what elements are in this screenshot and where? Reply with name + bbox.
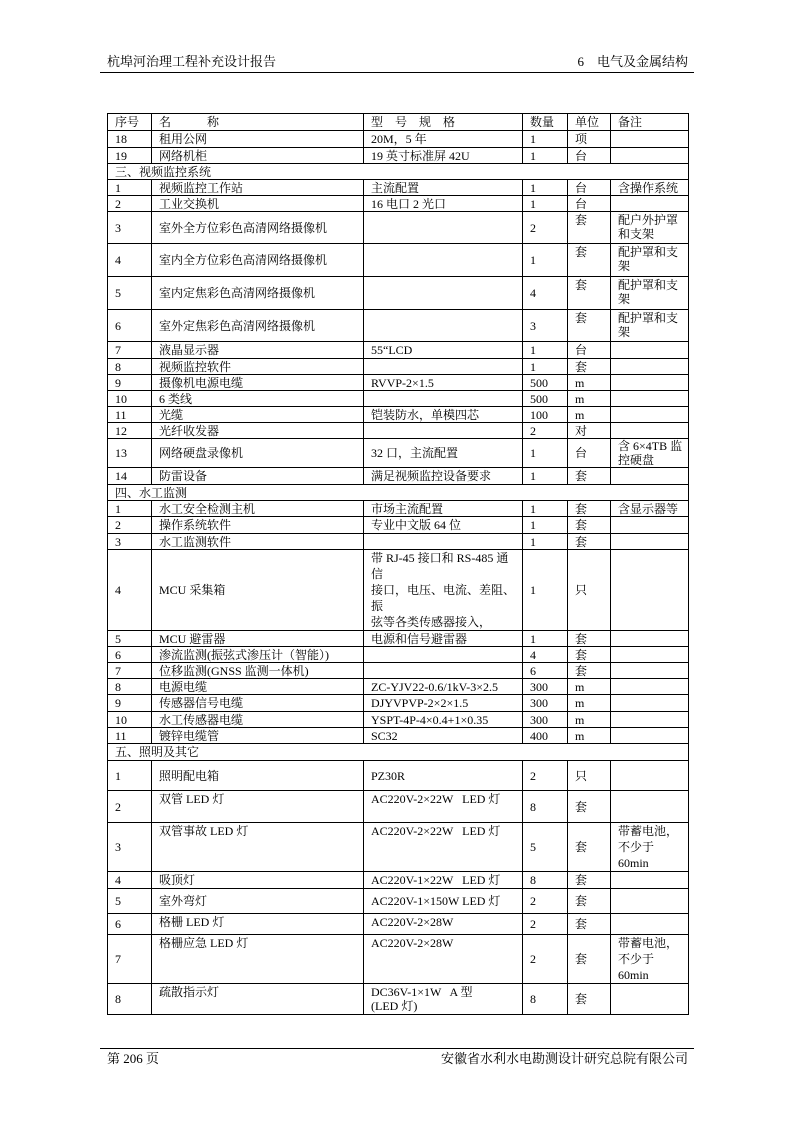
cell-note: 带蓄电池， 不少于 60min <box>611 935 689 984</box>
cell-no: 10 <box>108 391 152 407</box>
cell-spec: ZC-YJV22-0.6/1kV-3×2.5 <box>364 679 523 695</box>
cell-spec: AC220V-1×22W LED 灯 <box>364 872 523 889</box>
cell-no: 4 <box>108 550 152 631</box>
section-row <box>108 485 689 501</box>
cell-spec: 主流配置 <box>364 180 523 196</box>
header-title: 杭埠河治理工程补充设计报告 <box>107 54 277 69</box>
section-title: 四、水工监测 <box>108 485 689 501</box>
cell-spec: AC220V-1×150W LED 灯 <box>364 889 523 914</box>
cell-note <box>611 663 689 679</box>
table-row <box>108 468 689 485</box>
cell-unit: 套 <box>568 277 611 310</box>
cell-name: 液晶显示器 <box>152 342 364 359</box>
cell-unit: m <box>568 712 611 728</box>
cell-spec <box>364 391 523 407</box>
cell-unit: 套 <box>568 823 611 872</box>
cell-no: 6 <box>108 310 152 342</box>
cell-no: 6 <box>108 914 152 935</box>
cell-unit: m <box>568 695 611 712</box>
cell-spec <box>364 423 523 439</box>
cell-unit: 台 <box>568 148 611 164</box>
cell-unit: 只 <box>568 761 611 791</box>
cell-note: 含操作系统 <box>611 180 689 196</box>
cell-no: 2 <box>108 196 152 212</box>
cell-qty: 1 <box>523 359 568 375</box>
col-header-unit: 单位 <box>568 114 611 131</box>
cell-qty: 1 <box>523 244 568 277</box>
cell-spec: 20M，5 年 <box>364 131 523 148</box>
cell-note <box>611 359 689 375</box>
table-row <box>108 423 689 439</box>
cell-no: 6 <box>108 647 152 663</box>
cell-name: 照明配电箱 <box>152 761 364 791</box>
table-row <box>108 391 689 407</box>
table-row <box>108 550 689 631</box>
cell-note <box>611 631 689 647</box>
cell-name: 水工传感器电缆 <box>152 712 364 728</box>
cell-unit: 套 <box>568 310 611 342</box>
cell-name: 室内定焦彩色高清网络摄像机 <box>152 277 364 310</box>
cell-qty: 3 <box>523 310 568 342</box>
section-title: 五、照明及其它 <box>108 744 689 761</box>
cell-name: 水工监测软件 <box>152 534 364 550</box>
table-row <box>108 695 689 712</box>
cell-qty: 8 <box>523 791 568 823</box>
cell-name: 租用公网 <box>152 131 364 148</box>
table-row <box>108 935 689 984</box>
cell-note: 配护罩和支 架 <box>611 310 689 342</box>
header-rule <box>100 72 694 73</box>
cell-spec: DJYVPVP-2×2×1.5 <box>364 695 523 712</box>
table-row <box>108 439 689 468</box>
cell-no: 18 <box>108 131 152 148</box>
cell-qty: 1 <box>523 439 568 468</box>
cell-spec: 32 口，主流配置 <box>364 439 523 468</box>
cell-note <box>611 391 689 407</box>
cell-note <box>611 534 689 550</box>
cell-spec <box>364 663 523 679</box>
cell-note: 配护罩和支 架 <box>611 244 689 277</box>
cell-unit: 套 <box>568 791 611 823</box>
cell-spec: 19 英寸标准屏 42U <box>364 148 523 164</box>
cell-no: 4 <box>108 244 152 277</box>
cell-no: 5 <box>108 277 152 310</box>
cell-note: 带蓄电池， 不少于 60min <box>611 823 689 872</box>
cell-spec: PZ30R <box>364 761 523 791</box>
cell-qty: 6 <box>523 663 568 679</box>
cell-spec: AC220V-2×28W <box>364 935 523 984</box>
cell-unit: 套 <box>568 359 611 375</box>
cell-qty: 1 <box>523 196 568 212</box>
table-row <box>108 914 689 935</box>
cell-unit: m <box>568 375 611 391</box>
cell-name: MCU 采集箱 <box>152 550 364 631</box>
cell-qty: 300 <box>523 679 568 695</box>
table-row <box>108 180 689 196</box>
table-row <box>108 872 689 889</box>
table-row <box>108 889 689 914</box>
cell-unit: m <box>568 679 611 695</box>
cell-unit: 套 <box>568 212 611 244</box>
cell-no: 1 <box>108 180 152 196</box>
cell-name: 网络硬盘录像机 <box>152 439 364 468</box>
cell-note <box>611 468 689 485</box>
cell-name: 格栅应急 LED 灯 <box>152 935 364 984</box>
cell-no: 14 <box>108 468 152 485</box>
cell-name: 水工安全检测主机 <box>152 501 364 517</box>
cell-unit: 套 <box>568 647 611 663</box>
cell-unit: 只 <box>568 550 611 631</box>
cell-name: 疏散指示灯 <box>152 984 364 1015</box>
cell-spec <box>364 277 523 310</box>
cell-qty: 4 <box>523 647 568 663</box>
cell-no: 13 <box>108 439 152 468</box>
cell-note <box>611 423 689 439</box>
cell-qty: 500 <box>523 375 568 391</box>
cell-no: 11 <box>108 728 152 744</box>
cell-name: 光纤收发器 <box>152 423 364 439</box>
cell-unit: 套 <box>568 534 611 550</box>
cell-note <box>611 148 689 164</box>
cell-spec: 满足视频监控设备要求 <box>364 468 523 485</box>
cell-no: 9 <box>108 375 152 391</box>
cell-note <box>611 914 689 935</box>
cell-qty: 300 <box>523 712 568 728</box>
cell-unit: 套 <box>568 631 611 647</box>
cell-no: 1 <box>108 761 152 791</box>
cell-name: 视频监控软件 <box>152 359 364 375</box>
cell-no: 3 <box>108 212 152 244</box>
cell-qty: 1 <box>523 501 568 517</box>
cell-no: 3 <box>108 534 152 550</box>
cell-note <box>611 196 689 212</box>
cell-spec: 带 RJ-45 接口和 RS-485 通信 接口，电压、电流、差阻、振 弦等各类传感器接入， <box>364 550 523 631</box>
cell-qty: 500 <box>523 391 568 407</box>
cell-spec: 55“LCD <box>364 342 523 359</box>
cell-no: 5 <box>108 889 152 914</box>
table-row <box>108 310 689 342</box>
table-row <box>108 534 689 550</box>
cell-spec: AC220V-2×28W <box>364 914 523 935</box>
table-row <box>108 663 689 679</box>
cell-qty: 2 <box>523 914 568 935</box>
cell-note <box>611 647 689 663</box>
cell-note <box>611 695 689 712</box>
cell-name: 位移监测(GNSS 监测一体机) <box>152 663 364 679</box>
cell-name: 室内全方位彩色高清网络摄像机 <box>152 244 364 277</box>
table-row <box>108 212 689 244</box>
cell-note <box>611 342 689 359</box>
cell-no: 5 <box>108 631 152 647</box>
table-row <box>108 342 689 359</box>
table-row <box>108 647 689 663</box>
cell-no: 7 <box>108 663 152 679</box>
cell-qty: 2 <box>523 935 568 984</box>
cell-note <box>611 375 689 391</box>
cell-qty: 4 <box>523 277 568 310</box>
cell-name: 6 类线 <box>152 391 364 407</box>
cell-unit: m <box>568 407 611 423</box>
cell-note: 配护罩和支 架 <box>611 277 689 310</box>
cell-qty: 1 <box>523 342 568 359</box>
cell-name: 电源电缆 <box>152 679 364 695</box>
equipment-table <box>107 113 689 1015</box>
cell-spec <box>364 310 523 342</box>
table-row <box>108 728 689 744</box>
cell-spec <box>364 212 523 244</box>
cell-note <box>611 889 689 914</box>
cell-unit: 套 <box>568 468 611 485</box>
cell-name: 格栅 LED 灯 <box>152 914 364 935</box>
cell-no: 8 <box>108 679 152 695</box>
cell-note: 含显示器等 <box>611 501 689 517</box>
cell-note: 含 6×4TB 监 控硬盘 <box>611 439 689 468</box>
cell-name: 吸顶灯 <box>152 872 364 889</box>
cell-unit: 套 <box>568 663 611 679</box>
cell-no: 2 <box>108 791 152 823</box>
cell-unit: 台 <box>568 180 611 196</box>
cell-name: 网络机柜 <box>152 148 364 164</box>
cell-no: 7 <box>108 935 152 984</box>
col-header-spec: 型 号 规 格 <box>364 114 523 131</box>
cell-name: 防雷设备 <box>152 468 364 485</box>
cell-note <box>611 872 689 889</box>
table-header-row <box>108 114 689 131</box>
cell-note <box>611 131 689 148</box>
cell-unit: m <box>568 391 611 407</box>
cell-no: 8 <box>108 984 152 1015</box>
cell-name: 渗流监测(振弦式渗压计（智能）) <box>152 647 364 663</box>
cell-unit: 套 <box>568 517 611 534</box>
cell-spec: YSPT-4P-4×0.4+1×0.35 <box>364 712 523 728</box>
cell-qty: 2 <box>523 761 568 791</box>
cell-spec <box>364 534 523 550</box>
cell-no: 12 <box>108 423 152 439</box>
cell-qty: 2 <box>523 423 568 439</box>
table-row <box>108 631 689 647</box>
cell-unit: 项 <box>568 131 611 148</box>
cell-name: 传感器信号电缆 <box>152 695 364 712</box>
cell-spec: RVVP-2×1.5 <box>364 375 523 391</box>
cell-no: 7 <box>108 342 152 359</box>
cell-note <box>611 712 689 728</box>
cell-unit: 套 <box>568 914 611 935</box>
cell-qty: 1 <box>523 631 568 647</box>
cell-qty: 8 <box>523 984 568 1015</box>
cell-unit: 套 <box>568 872 611 889</box>
cell-no: 19 <box>108 148 152 164</box>
cell-spec <box>364 359 523 375</box>
cell-qty: 400 <box>523 728 568 744</box>
cell-qty: 1 <box>523 131 568 148</box>
cell-name: 摄像机电源电缆 <box>152 375 364 391</box>
table-row <box>108 407 689 423</box>
cell-spec: 16 电口 2 光口 <box>364 196 523 212</box>
cell-unit: 台 <box>568 439 611 468</box>
table-row <box>108 501 689 517</box>
cell-no: 11 <box>108 407 152 423</box>
table-row <box>108 984 689 1015</box>
cell-unit: 套 <box>568 984 611 1015</box>
cell-note <box>611 791 689 823</box>
table-row <box>108 761 689 791</box>
cell-note: 配户外护罩 和支架 <box>611 212 689 244</box>
cell-unit: 台 <box>568 342 611 359</box>
cell-qty: 5 <box>523 823 568 872</box>
table-row <box>108 131 689 148</box>
cell-name: 室外定焦彩色高清网络摄像机 <box>152 310 364 342</box>
table-row <box>108 517 689 534</box>
cell-spec: 专业中文版 64 位 <box>364 517 523 534</box>
section-row <box>108 744 689 761</box>
col-header-no: 序号 <box>108 114 152 131</box>
cell-no: 1 <box>108 501 152 517</box>
cell-spec: AC220V-2×22W LED 灯 <box>364 791 523 823</box>
cell-spec: DC36V-1×1W A 型 (LED 灯) <box>364 984 523 1015</box>
cell-spec: SC32 <box>364 728 523 744</box>
cell-name: 双管 LED 灯 <box>152 791 364 823</box>
cell-unit: 套 <box>568 244 611 277</box>
cell-spec: AC220V-2×22W LED 灯 <box>364 823 523 872</box>
cell-note <box>611 517 689 534</box>
cell-no: 3 <box>108 823 152 872</box>
table-row <box>108 277 689 310</box>
cell-name: 室外全方位彩色高清网络摄像机 <box>152 212 364 244</box>
cell-no: 9 <box>108 695 152 712</box>
cell-qty: 8 <box>523 872 568 889</box>
footer-rule <box>100 1048 694 1049</box>
cell-spec: 市场主流配置 <box>364 501 523 517</box>
table-row <box>108 196 689 212</box>
cell-name: 双管事故 LED 灯 <box>152 823 364 872</box>
cell-unit: 套 <box>568 501 611 517</box>
cell-unit: 套 <box>568 935 611 984</box>
cell-qty: 2 <box>523 212 568 244</box>
cell-name: MCU 避雷器 <box>152 631 364 647</box>
cell-qty: 1 <box>523 468 568 485</box>
cell-unit: 对 <box>568 423 611 439</box>
section-title: 三、视频监控系统 <box>108 164 689 180</box>
cell-qty: 2 <box>523 889 568 914</box>
cell-unit: 台 <box>568 196 611 212</box>
cell-qty: 1 <box>523 148 568 164</box>
footer-organization: 安徽省水利水电勘测设计研究总院有限公司 <box>440 1051 688 1066</box>
col-header-qty: 数量 <box>523 114 568 131</box>
cell-name: 室外弯灯 <box>152 889 364 914</box>
cell-spec <box>364 244 523 277</box>
cell-note <box>611 984 689 1015</box>
cell-name: 视频监控工作站 <box>152 180 364 196</box>
cell-no: 4 <box>108 872 152 889</box>
footer-page-number: 第 206 页 <box>107 1051 160 1066</box>
table-row <box>108 679 689 695</box>
cell-note <box>611 728 689 744</box>
cell-note <box>611 550 689 631</box>
cell-note <box>611 407 689 423</box>
header-chapter: 6 电气及金属结构 <box>577 54 688 69</box>
cell-qty: 1 <box>523 550 568 631</box>
cell-qty: 1 <box>523 534 568 550</box>
cell-name: 光缆 <box>152 407 364 423</box>
cell-spec: 电源和信号避雷器 <box>364 631 523 647</box>
cell-name: 工业交换机 <box>152 196 364 212</box>
table-row <box>108 823 689 872</box>
section-row <box>108 164 689 180</box>
cell-no: 10 <box>108 712 152 728</box>
cell-name: 操作系统软件 <box>152 517 364 534</box>
cell-note <box>611 761 689 791</box>
table-row <box>108 375 689 391</box>
cell-qty: 1 <box>523 517 568 534</box>
cell-no: 2 <box>108 517 152 534</box>
cell-qty: 1 <box>523 180 568 196</box>
table-row <box>108 712 689 728</box>
cell-unit: 套 <box>568 889 611 914</box>
cell-note <box>611 679 689 695</box>
cell-no: 8 <box>108 359 152 375</box>
cell-spec <box>364 647 523 663</box>
table-row <box>108 244 689 277</box>
table-row <box>108 359 689 375</box>
cell-name: 镀锌电缆管 <box>152 728 364 744</box>
cell-unit: m <box>568 728 611 744</box>
col-header-name: 名 称 <box>152 114 364 131</box>
cell-qty: 300 <box>523 695 568 712</box>
table-row <box>108 791 689 823</box>
cell-qty: 100 <box>523 407 568 423</box>
cell-spec: 铠装防水，单模四芯 <box>364 407 523 423</box>
table-row <box>108 148 689 164</box>
col-header-note: 备注 <box>611 114 689 131</box>
